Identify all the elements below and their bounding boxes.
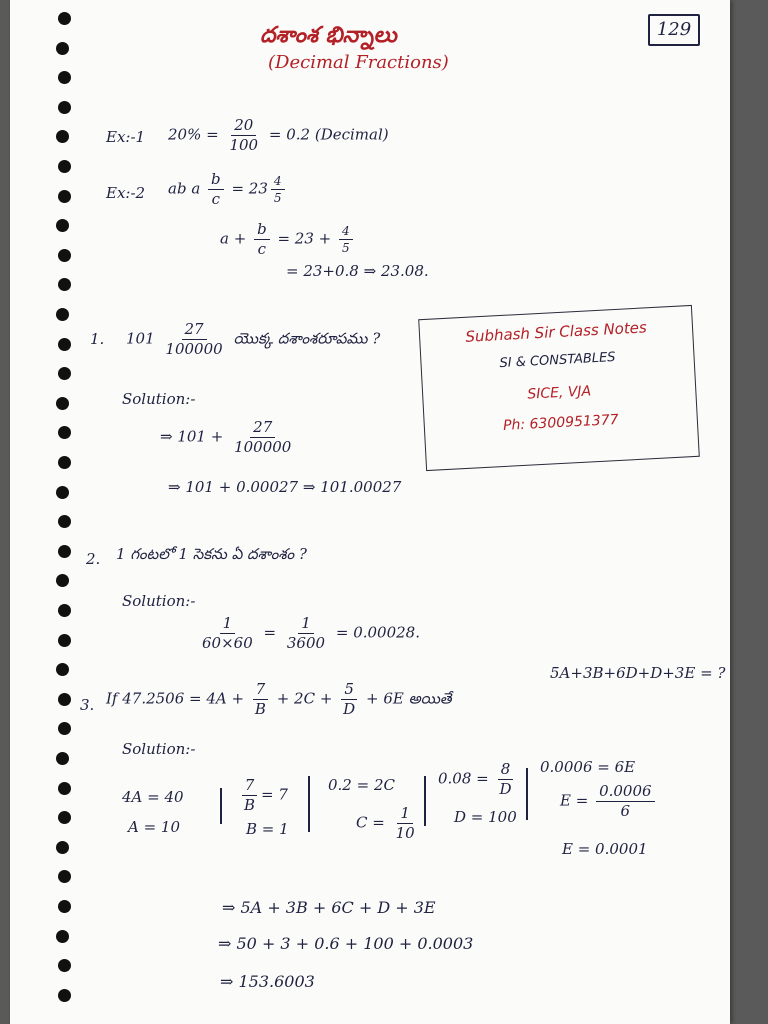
- binding-hole: [56, 219, 69, 232]
- q2-working: [196, 616, 420, 651]
- q3-fraction-7-b: [252, 682, 269, 717]
- q3-solution-label: Solution:-: [122, 740, 196, 758]
- fraction-numerator: 4: [339, 225, 353, 240]
- q3-col-5-pre: E =: [560, 791, 589, 810]
- binding-hole: [56, 841, 69, 854]
- fraction-denominator: B: [254, 700, 266, 718]
- class-notes-stamp: [418, 305, 700, 471]
- q1-question: [126, 322, 380, 357]
- q1-step-1-prefix: ⇒ 101 +: [160, 427, 224, 446]
- fraction-numerator: 1: [220, 616, 236, 634]
- binding-hole: [56, 574, 69, 587]
- fraction-denominator: 6: [620, 802, 631, 820]
- q3-col-3-pre: C =: [356, 813, 385, 832]
- fraction-denominator: 100: [229, 136, 259, 154]
- q1-number: 1.: [90, 330, 105, 348]
- fraction-numerator: 27: [250, 420, 275, 438]
- q2-number: 2.: [86, 550, 101, 568]
- binding-hole: [58, 71, 71, 84]
- q2-question: 1 గంటలో 1 సెకను ఏ దశాంశం ?: [116, 545, 307, 563]
- column-divider: [424, 776, 426, 826]
- q3-col-1-line-1: 4A = 40: [122, 788, 184, 806]
- q3-col-3-fraction: [393, 806, 418, 841]
- example-2-mixed-fraction: [271, 175, 285, 204]
- example-2-text: ab a: [168, 179, 201, 198]
- column-divider: [308, 776, 310, 832]
- fraction-numerator: 8: [498, 762, 514, 780]
- binding-hole: [58, 278, 71, 291]
- binding-hole: [56, 42, 69, 55]
- binding-hole: [58, 426, 71, 439]
- binding-hole: [58, 545, 71, 558]
- example-2-line-2-fraction-bc: [254, 222, 270, 257]
- q3-fraction-5-d: [340, 682, 358, 717]
- stamp-line-4: Ph: 6300951377: [502, 411, 619, 434]
- binding-hole: [58, 160, 71, 173]
- binding-hole: [58, 722, 71, 735]
- q3-col-5-line-3: E = 0.0001: [562, 840, 648, 858]
- fraction-numerator: 1: [397, 806, 413, 824]
- spiral-binding-holes: [10, 0, 90, 1024]
- stamp-line-1: Subhash Sir Class Notes: [464, 318, 648, 346]
- q1-question-text: యొక్క దశాంశరూపము ?: [233, 329, 381, 348]
- fraction-numerator: 27: [182, 322, 207, 340]
- q3-col-4-line-1: [438, 762, 518, 797]
- page-title-telugu: దశాంశ భిన్నాలు: [260, 22, 397, 48]
- binding-hole: [58, 634, 71, 647]
- example-2-line-3: = 23+0.8 ⇒ 23.08.: [286, 262, 429, 280]
- q1-whole: 101: [126, 329, 155, 348]
- binding-hole: [58, 249, 71, 262]
- fraction-denominator: D: [343, 700, 356, 718]
- example-1-equation: [168, 118, 389, 153]
- binding-hole: [56, 130, 69, 143]
- q3-col-4-line-2: D = 100: [454, 808, 517, 826]
- q1-step-1: [160, 420, 297, 455]
- q3-col-2-fraction: [241, 778, 258, 813]
- q3-col-2-line-2: B = 1: [246, 820, 289, 838]
- binding-hole: [58, 515, 71, 528]
- binding-hole: [58, 900, 71, 913]
- q3-col-5-line-1: 0.0006 = 6E: [540, 758, 636, 776]
- fraction-denominator: 100000: [234, 438, 292, 456]
- q3-question-start: If 47.2506 = 4A +: [106, 689, 245, 708]
- fraction-denominator: 5: [342, 241, 350, 255]
- example-2-equation: [168, 172, 288, 207]
- fraction-denominator: B: [244, 796, 256, 814]
- q3-step-2: ⇒ 50 + 3 + 0.6 + 100 + 0.0003: [218, 934, 474, 953]
- q3-col-4-fraction: [497, 762, 515, 797]
- q3-col-3-line-1: 0.2 = 2C: [328, 776, 395, 794]
- example-2-line-2: [220, 222, 356, 257]
- binding-hole: [58, 604, 71, 617]
- column-divider: [220, 788, 222, 824]
- q3-target-expression: 5A+3B+6D+D+3E = ?: [550, 664, 726, 682]
- binding-hole: [58, 811, 71, 824]
- fraction-denominator: 60×60: [202, 634, 253, 652]
- page-title-english: (Decimal Fractions): [268, 52, 449, 73]
- example-1-label: Ex:-1: [106, 128, 146, 146]
- q3-number: 3.: [80, 696, 95, 714]
- q1-step-2: ⇒ 101 + 0.00027 ⇒ 101.00027: [168, 478, 402, 496]
- notebook-page: [10, 0, 730, 1024]
- column-divider: [526, 768, 528, 820]
- binding-hole: [56, 663, 69, 676]
- q2-solution-label: Solution:-: [122, 592, 196, 610]
- binding-hole: [58, 959, 71, 972]
- q1-fraction: [162, 322, 225, 357]
- example-2-line-2-fraction: [339, 225, 353, 254]
- q2-fraction-1: [199, 616, 256, 651]
- example-1-lhs: 20% =: [168, 125, 219, 144]
- example-2-eq: = 23: [231, 179, 268, 198]
- fraction-denominator: D: [499, 780, 512, 798]
- fraction-numerator: 4: [271, 175, 285, 190]
- binding-hole: [58, 989, 71, 1002]
- example-2-b-over-c: [208, 172, 224, 207]
- example-2-line-2-eq: = 23 +: [277, 229, 332, 248]
- q3-col-5-fraction: [596, 784, 655, 819]
- q3-step-1: ⇒ 5A + 3B + 6C + D + 3E: [222, 898, 436, 917]
- q3-question-end: + 6E అయితే: [365, 689, 452, 708]
- fraction-denominator: 10: [395, 824, 415, 842]
- example-1-rhs: = 0.2 (Decimal): [268, 125, 389, 144]
- binding-hole: [56, 397, 69, 410]
- binding-hole: [58, 693, 71, 706]
- binding-hole: [56, 930, 69, 943]
- q3-col-3-line-2: [356, 806, 421, 841]
- q3-question: [106, 682, 452, 717]
- q3-col-1-line-2: A = 10: [128, 818, 181, 836]
- fraction-numerator: 0.0006: [596, 784, 655, 802]
- q3-col-5-line-2: [560, 784, 658, 819]
- fraction-numerator: 7: [253, 682, 269, 700]
- binding-hole: [58, 870, 71, 883]
- binding-hole: [58, 456, 71, 469]
- fraction-denominator: 100000: [165, 340, 223, 358]
- stamp-line-2: SI & CONSTABLES: [499, 350, 616, 372]
- fraction-denominator: c: [257, 240, 267, 258]
- binding-hole: [58, 367, 71, 380]
- binding-hole: [56, 752, 69, 765]
- binding-hole: [56, 486, 69, 499]
- fraction-numerator: b: [208, 172, 224, 190]
- q3-col-4-pre: 0.08 =: [438, 769, 489, 788]
- binding-hole: [56, 308, 69, 321]
- fraction-numerator: 20: [231, 118, 256, 136]
- fraction-denominator: c: [211, 190, 221, 208]
- q3-step-3: ⇒ 153.6003: [220, 972, 315, 991]
- binding-hole: [58, 101, 71, 114]
- binding-hole: [58, 782, 71, 795]
- fraction-denominator: 3600: [286, 634, 326, 652]
- q1-solution-label: Solution:-: [122, 390, 196, 408]
- binding-hole: [58, 190, 71, 203]
- q3-col-2-eq: = 7: [261, 785, 288, 804]
- example-2-line-2-a: a +: [220, 229, 247, 248]
- q2-equals: =: [263, 623, 277, 642]
- fraction-numerator: 1: [298, 616, 314, 634]
- example-1-fraction: [226, 118, 261, 153]
- example-2-label: Ex:-2: [106, 184, 146, 202]
- fraction-numerator: 7: [242, 778, 258, 796]
- binding-hole: [58, 338, 71, 351]
- fraction-denominator: 5: [273, 191, 282, 205]
- q2-result: = 0.00028.: [335, 623, 420, 642]
- binding-hole: [58, 12, 71, 25]
- q3-question-mid: + 2C +: [276, 689, 333, 708]
- page-number-box: 129: [648, 14, 700, 46]
- q1-step-1-fraction: [231, 420, 294, 455]
- q3-col-2-line-1: [238, 778, 288, 813]
- fraction-numerator: 5: [341, 682, 357, 700]
- stamp-line-3: SICE, VJA: [526, 383, 592, 403]
- fraction-numerator: b: [254, 222, 270, 240]
- q2-fraction-2: [284, 616, 328, 651]
